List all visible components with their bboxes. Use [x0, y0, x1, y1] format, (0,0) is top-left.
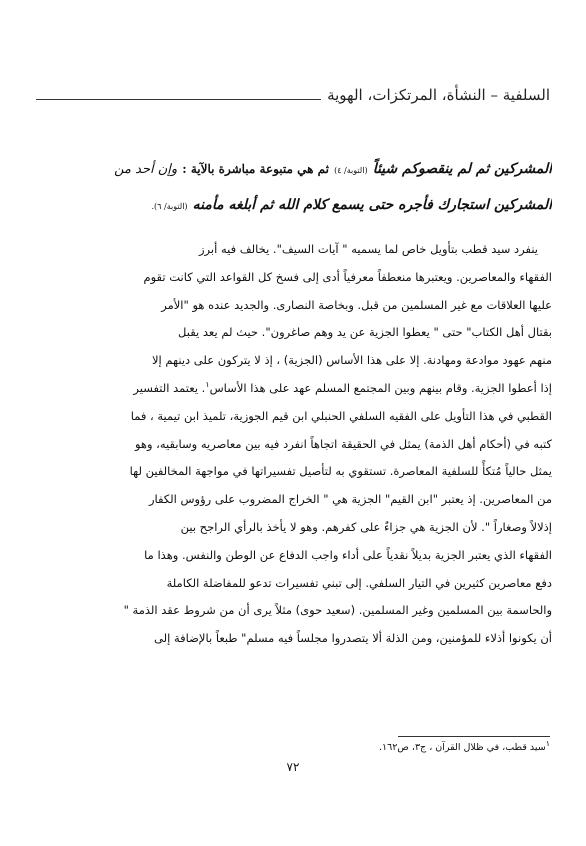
- text-line: الفقهاء والمعاصرين. ويعتبرها منعطفاً معرفياً أدى إلى فسخ كل القواعد التي كانت تقوم: [143, 269, 552, 284]
- page-number: ٧٢: [286, 760, 300, 774]
- verse-line-1: [34, 150, 552, 186]
- text-line: والحاسمة بين المسلمين وغير المسلمين. (سعيد حوى) مثلاً يرى أن من شروط عقد الذمة ": [123, 603, 552, 618]
- footnote-marker: ١: [205, 380, 210, 390]
- text-segment: إذا أعطوا الجزية. وقام بينهم وبين المجتمع المسلم عهد على هذا الأساس: [209, 380, 552, 395]
- footnote-text: سيد قطب، في ظلال القرآن ، ج٣، ص١٦٢.: [379, 742, 546, 753]
- quran-quote: المشركين ثم لم ينقصوكم شيئاً: [372, 161, 552, 177]
- text-line: الفقهاء الذي يعتبر الجزية بديلاً نقدياً على أداء واجب الدفاع عن الوطن والنفس. وهذا ما: [144, 547, 552, 562]
- verse-reference: (التوبة/ ٤): [334, 166, 368, 175]
- text-line: من المعاصرين. إذ يعتبر "ابن القيم" الجزية هي " الخراج المضروب على رؤوس الكفار: [148, 492, 552, 507]
- header-title: السلفية – النشأة، المرتكزات، الهوية: [327, 86, 550, 104]
- text-line: دفع معاصرين كثيرين في التيار السلفي. إلى تبني تفسيرات تدعو للمفاضلة الكاملة: [166, 575, 552, 590]
- text-line: ينفرد سيد قطب بتأويل خاص لما يسميه " آيات السيف". يخالف فيه أبرز: [199, 242, 538, 256]
- running-header: [36, 86, 550, 104]
- footnote-marker: ١: [545, 738, 550, 748]
- quran-quote: المشركين استجارك فأجره حتى يسمع كلام الله ثم أبلغه مأمنه: [192, 197, 552, 213]
- text-line: أن يكونوا أذلاء للمؤمنين، ومن الذلة ألا يتصدروا مجلساً فيه مسلم" طبعاً بالإضافة إلى: [154, 631, 552, 646]
- verse-reference: (التوبة/ ٦).: [151, 202, 188, 211]
- verse-block: [34, 150, 552, 222]
- header-rule: [36, 99, 321, 100]
- verse-line-2: [34, 186, 552, 222]
- text-line: القطبي في هذا التأويل على الفقيه السلفي الحنبلي ابن قيم الجوزية، تلميذ ابن تيمية ، فما: [130, 408, 552, 423]
- text-line: إذلالاً وصغاراً ". لأن الجزية هي جزاءٌ على كفرهم. وهو لا يأخذ بالرأي الراجح بين: [180, 519, 552, 534]
- text-segment: . يعتمد التفسير: [133, 380, 206, 395]
- verse-connector-text: ثم هي متبوعة مباشرة بالآية :: [182, 162, 329, 176]
- text-line: يمثل حالياً مُتكأً للسلفية المعاصرة. تستقوي به لتأصيل تفسيراتها في مواجهة المخالفين لها: [129, 464, 552, 479]
- body-paragraph: [34, 236, 552, 653]
- text-line: بقتال أهل الكتاب" حتى " يعطوا الجزية عن يد وهم صاغرون". حيث لم يعد يقبل: [178, 325, 552, 340]
- text-line: كتبه في (أحكام أهل الذمة) يمثل في الحقيقة اتجاهاً انفرد فيه بين معاصريه وسابقيه، وهو: [134, 436, 552, 451]
- footnote-rule: [398, 736, 550, 737]
- text-line: [34, 375, 552, 403]
- text-line: منهم عهود موادعة ومهادنة. إلا على هذا الأساس (الجزية) ، إذ لا يتركون على دينهم إلا: [151, 353, 552, 368]
- text-line: عليها العلاقات مع غير المسلمين من قبل. وبخاصة النصارى. والجديد عنده هو "الأمر: [161, 297, 552, 312]
- footnote: [379, 738, 550, 753]
- quran-quote: وإن أحد من: [114, 162, 178, 177]
